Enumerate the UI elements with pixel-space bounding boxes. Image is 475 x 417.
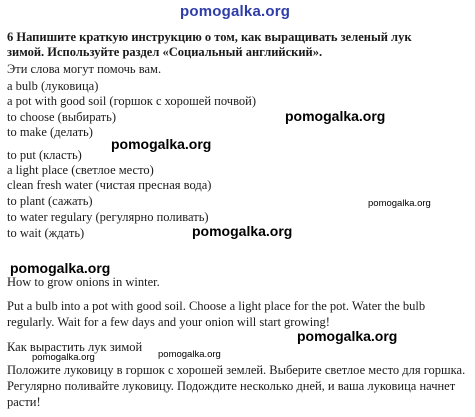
- watermark: pomogalka.org: [32, 352, 95, 363]
- watermark: pomogalka.org: [158, 349, 221, 360]
- task-heading-line2: зимой. Используйте раздел «Социальный английский».: [7, 45, 323, 59]
- watermark: pomogalka.org: [111, 136, 212, 152]
- watermark: pomogalka.org: [10, 260, 111, 276]
- vocab-item: to make (делать): [7, 125, 93, 139]
- vocab-item: a light place (светлое место): [7, 163, 154, 177]
- answer-en-title: How to grow onions in winter.: [7, 275, 160, 289]
- watermark: pomogalka.org: [285, 108, 386, 124]
- watermark: pomogalka.org: [297, 328, 398, 344]
- watermark: pomogalka.org: [368, 198, 431, 209]
- answer-ru-text: Положите луковицу в горшок с хорошей землей. Выберите светлое место для горшка. Регулярно поливайте луковицу. Подождите несколько дней, и ваша луковица начнет расти!: [7, 363, 466, 409]
- watermark: pomogalka.org: [192, 223, 293, 239]
- vocab-item: to choose (выбирать): [7, 110, 116, 124]
- vocab-item: to plant (сажать): [7, 194, 93, 208]
- vocab-item: a bulb (луковица): [7, 79, 99, 93]
- vocab-item: clean fresh water (чистая пресная вода): [7, 178, 212, 192]
- vocab-item: a pot with good soil (горшок с хорошей почвой): [7, 94, 256, 108]
- vocab-item: to wait (ждать): [7, 226, 85, 240]
- watermark-top: pomogalka.org: [180, 3, 291, 20]
- answer-en-text: Put a bulb into a pot with good soil. Choose a light place for the pot. Water the bulb regularly. Wait for a few days and your onion will start growing!: [7, 299, 426, 329]
- vocab-item: to water regulary (регулярно поливать): [7, 210, 209, 224]
- task-heading-line1: 6 Напишите краткую инструкцию о том, как выращивать зеленый лук: [7, 30, 412, 44]
- answer-ru-title: Как вырастить лук зимой: [7, 340, 143, 354]
- task-intro: Эти слова могут помочь вам.: [7, 62, 162, 76]
- vocab-item: to put (класть): [7, 148, 82, 162]
